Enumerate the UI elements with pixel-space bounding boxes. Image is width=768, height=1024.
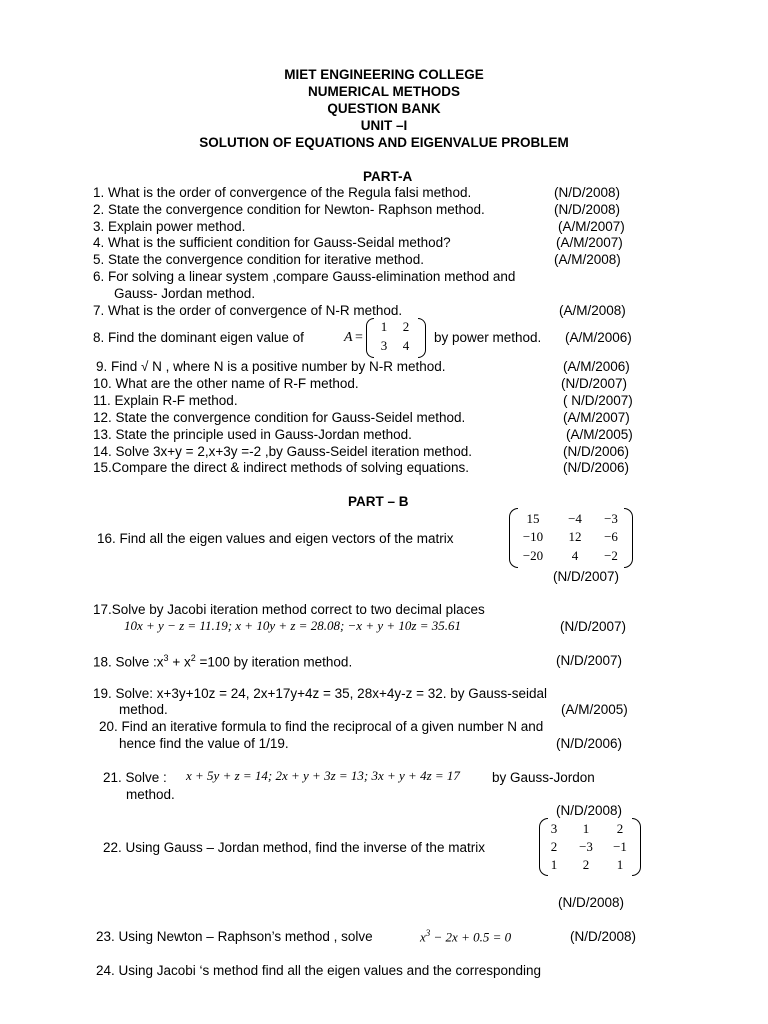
question-text: 7. What is the order of convergence of N-R method.	[93, 303, 403, 318]
matrix-cell: 2	[582, 857, 590, 872]
exam-tag: (A/M/2006)	[563, 359, 630, 374]
exam-tag: (N/D/2008)	[554, 185, 621, 200]
matrix-cell: −10	[522, 529, 544, 544]
matrix-cell: −1	[613, 839, 627, 854]
subject-title: NUMERICAL METHODS	[307, 84, 460, 99]
question-text-continued: Gauss- Jordan method.	[114, 286, 256, 301]
matrix-cell: −2	[604, 548, 618, 563]
matrix-variable: A	[344, 330, 353, 345]
exam-tag: (N/D/2006)	[563, 444, 630, 459]
question-text: 23. Using Newton – Raphson’s method , solve	[96, 929, 373, 944]
matrix-cell: 1	[550, 857, 558, 872]
matrix-cell: 2	[402, 319, 410, 334]
part-b-heading: PART – B	[348, 494, 409, 509]
exponent: 3	[163, 653, 169, 663]
question-text-part: + x	[168, 654, 191, 670]
exam-tag: (A/M/2005)	[566, 427, 633, 442]
unit-title: SOLUTION OF EQUATIONS AND EIGENVALUE PROBLEM	[199, 135, 569, 150]
equation-part: − 2x + 0.5 = 0	[430, 929, 512, 945]
question-text-part: 18. Solve :x	[93, 654, 164, 670]
question-text: 14. Solve 3x+y = 2,x+3y =-2 ,by Gauss-Seidel iteration method.	[93, 444, 472, 459]
exponent: 3	[425, 928, 431, 938]
exam-tag: (A/M/2005)	[561, 702, 628, 717]
exam-tag: (N/D/2008)	[556, 803, 623, 818]
matrix-cell: −3	[604, 511, 618, 526]
exam-tag: (N/D/2007)	[556, 653, 623, 668]
document-type: QUESTION BANK	[327, 101, 441, 116]
exam-tag: (N/D/2008)	[558, 895, 625, 910]
question-text: 4. What is the sufficient condition for Gauss-Seidal method?	[93, 235, 451, 250]
question-text-continued: method.	[119, 702, 168, 717]
matrix-cell: 4	[402, 338, 410, 353]
exam-tag: (A/M/2006)	[565, 330, 632, 345]
question-text: 22. Using Gauss – Jordan method, find the inverse of the matrix	[103, 840, 485, 855]
question-text: 3. Explain power method.	[93, 219, 246, 234]
matrix-cell: −4	[568, 511, 582, 526]
matrix-3x3	[539, 818, 641, 876]
question-text-suffix: by power method.	[434, 330, 542, 345]
question-text	[93, 653, 352, 670]
question-text: 19. Solve: x+3y+10z = 24, 2x+17y+4z = 35, 28x+4y-z = 32. by Gauss-seidal	[93, 686, 548, 701]
question-text: 16. Find all the eigen values and eigen vectors of the matrix	[97, 531, 454, 546]
exam-tag: (N/D/2007)	[561, 376, 628, 391]
question-text-suffix: by Gauss-Jordon	[492, 770, 595, 785]
exam-tag: (A/M/2007)	[556, 235, 623, 250]
question-text: 1. What is the order of convergence of the Regula falsi method.	[93, 185, 472, 200]
matrix-cell: 1	[380, 319, 388, 334]
matrix-cell: −20	[522, 548, 544, 563]
question-text: 24. Using Jacobi ‘s method find all the eigen values and the corresponding	[96, 963, 542, 978]
equation-part: x	[420, 929, 426, 945]
question-text: 9. Find √ N , where N is a positive number by N-R method.	[96, 359, 446, 374]
question-text: 10. What are the other name of R-F method.	[93, 376, 359, 391]
question-text: 20. Find an iterative formula to find the reciprocal of a given number N and	[99, 719, 544, 734]
matrix-cell: −6	[604, 529, 618, 544]
question-text: 8. Find the dominant eigen value of	[93, 330, 304, 345]
exam-tag: (N/D/2006)	[563, 460, 630, 475]
question-text: 21. Solve :	[103, 770, 167, 785]
unit-label: UNIT –I	[360, 118, 408, 133]
question-text: 5. State the convergence condition for iterative method.	[93, 252, 424, 267]
exam-tag: (N/D/2007)	[553, 569, 620, 584]
question-text-continued: hence find the value of 1/19.	[119, 736, 289, 751]
exam-tag: (A/M/2008)	[554, 252, 621, 267]
matrix-cell: 15	[526, 511, 540, 526]
question-text: 11. Explain R-F method.	[93, 393, 238, 408]
matrix-cell: 2	[550, 839, 558, 854]
matrix-cell: 1	[616, 857, 624, 872]
exam-tag: ( N/D/2007)	[563, 393, 633, 408]
equals-sign: =	[355, 330, 363, 345]
question-text: 2. State the convergence condition for Newton- Raphson method.	[93, 202, 485, 217]
exam-tag: (A/M/2007)	[558, 219, 625, 234]
matrix-cell: 2	[616, 821, 624, 836]
matrix-cell: 1	[582, 821, 590, 836]
question-text: 13. State the principle used in Gauss-Jordan method.	[93, 427, 412, 442]
equation-system: 10x + y − z = 11.19; x + 10y + z = 28.08; −x + y + 10z = 35.61	[124, 618, 461, 633]
exam-tag: (N/D/2006)	[556, 736, 623, 751]
exam-tag: (N/D/2008)	[554, 202, 621, 217]
matrix-cell: 3	[550, 821, 558, 836]
question-text: 12. State the convergence condition for Gauss-Seidel method.	[93, 410, 466, 425]
question-text-part: =100 by iteration method.	[195, 654, 353, 670]
part-a-heading: PART-A	[363, 169, 413, 184]
exam-tag: (A/M/2008)	[559, 303, 626, 318]
exponent: 2	[190, 653, 196, 663]
question-text: 6. For solving a linear system ,compare Gauss-elimination method and	[93, 269, 516, 284]
equation-system: x + 5y + z = 14; 2x + y + 3z = 13; 3x + y + 4z = 17	[186, 768, 460, 783]
matrix-cell: 12	[568, 529, 582, 544]
question-text-continued: method.	[126, 787, 175, 802]
matrix-cell: 4	[571, 548, 579, 563]
question-text: 15.Compare the direct & indirect methods of solving equations.	[93, 460, 469, 475]
exam-tag: (N/D/2008)	[570, 929, 637, 944]
question-text: 17.Solve by Jacobi iteration method correct to two decimal places	[93, 602, 485, 617]
equation	[420, 928, 511, 945]
matrix-cell: −3	[579, 839, 593, 854]
exam-tag: (A/M/2007)	[563, 410, 630, 425]
exam-tag: (N/D/2007)	[560, 619, 627, 634]
matrix-cell: 3	[380, 338, 388, 353]
matrix-3x3	[509, 508, 633, 568]
matrix-2x2	[366, 318, 426, 358]
college-name: MIET ENGINEERING COLLEGE	[284, 67, 484, 82]
